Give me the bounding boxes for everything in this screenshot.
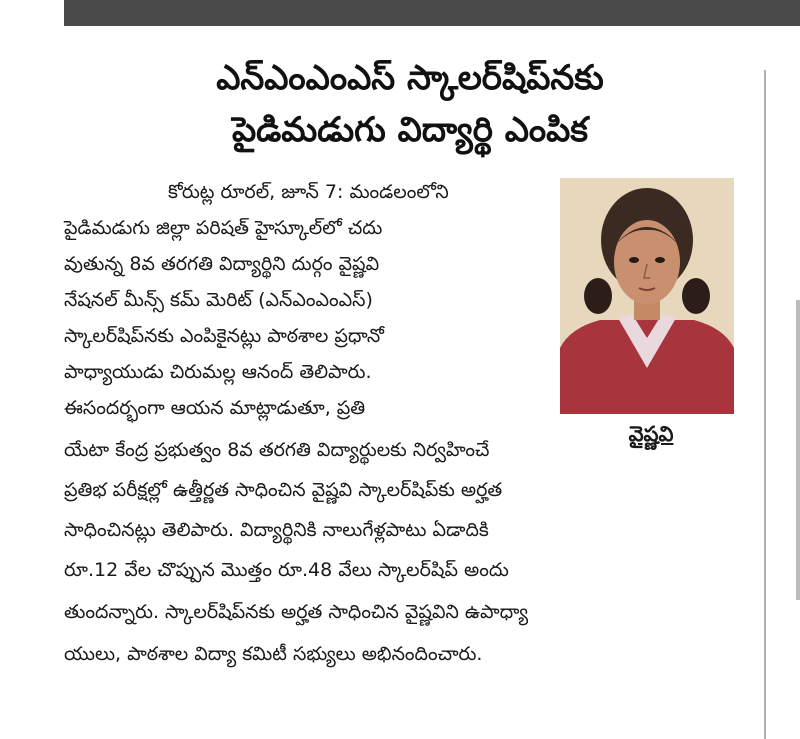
top-bar bbox=[64, 0, 800, 26]
body-line-13: యులు, పాఠశాల విద్యా కమిటీ సభ్యులు అభినందించారు. bbox=[64, 643, 483, 665]
body-line-6: పాధ్యాయుడు చిరుమల్ల ఆనంద్ తెలిపారు. bbox=[64, 361, 372, 383]
student-photo bbox=[560, 178, 734, 414]
headline-line-1: ఎన్‌ఎంఎంఎస్ స్కాలర్‌షిప్‌నకు bbox=[216, 58, 604, 98]
column-divider bbox=[764, 70, 766, 739]
photo-caption: వైష్ణవి bbox=[628, 422, 674, 446]
body-line-12: తుందన్నారు. స్కాలర్‌షిప్‌నకు అర్హత సాధించిన వైష్ణవిని ఉపాధ్యా bbox=[64, 601, 529, 623]
body-line-9: ప్రతిభ పరీక్షల్లో ఉత్తీర్ణత సాధించిన వైష్ణవి స్కాలర్‌షిప్‌కు అర్హత bbox=[64, 479, 503, 501]
edge-rule bbox=[796, 300, 800, 600]
headline bbox=[80, 52, 740, 156]
body-line-3: వుతున్న 8వ తరగతి విద్యార్థిని దుర్గం వైష్ణవి bbox=[64, 253, 380, 275]
body-line-7: ఈసందర్భంగా ఆయన మాట్లాడుతూ, ప్రతి bbox=[64, 397, 366, 419]
body-line-2: పైడిమడుగు జిల్లా పరిషత్ హైస్కూల్‌లో చదు bbox=[64, 217, 383, 239]
body-line-5: స్కాలర్‌షిప్‌నకు ఎంపికైనట్లు పాఠశాల ప్రధానో bbox=[64, 325, 384, 347]
body-line-8: యేటా కేంద్ర ప్రభుత్వం 8వ తరగతి విద్యార్థులకు నిర్వహించే bbox=[64, 439, 490, 461]
student-portrait-image bbox=[560, 178, 734, 414]
headline-line-2: పైడిమడుగు విద్యార్థి ఎంపిక bbox=[231, 110, 589, 150]
body-line-10: సాధించినట్లు తెలిపారు. విద్యార్థినికి నాలుగేళ్లపాటు ఏడాదికి bbox=[64, 519, 489, 541]
body-line-4: నేషనల్ మీన్స్ కమ్ మెరిట్ (ఎన్‌ఎంఎంఎస్) bbox=[64, 289, 373, 311]
body-line-11: రూ.12 వేల చొప్పున మొత్తం రూ.48 వేలు స్కాలర్‌షిప్ అందు bbox=[64, 559, 509, 581]
body-line-1: కోరుట్ల రూరల్, జూన్ 7: మండలంలోని bbox=[168, 181, 449, 203]
